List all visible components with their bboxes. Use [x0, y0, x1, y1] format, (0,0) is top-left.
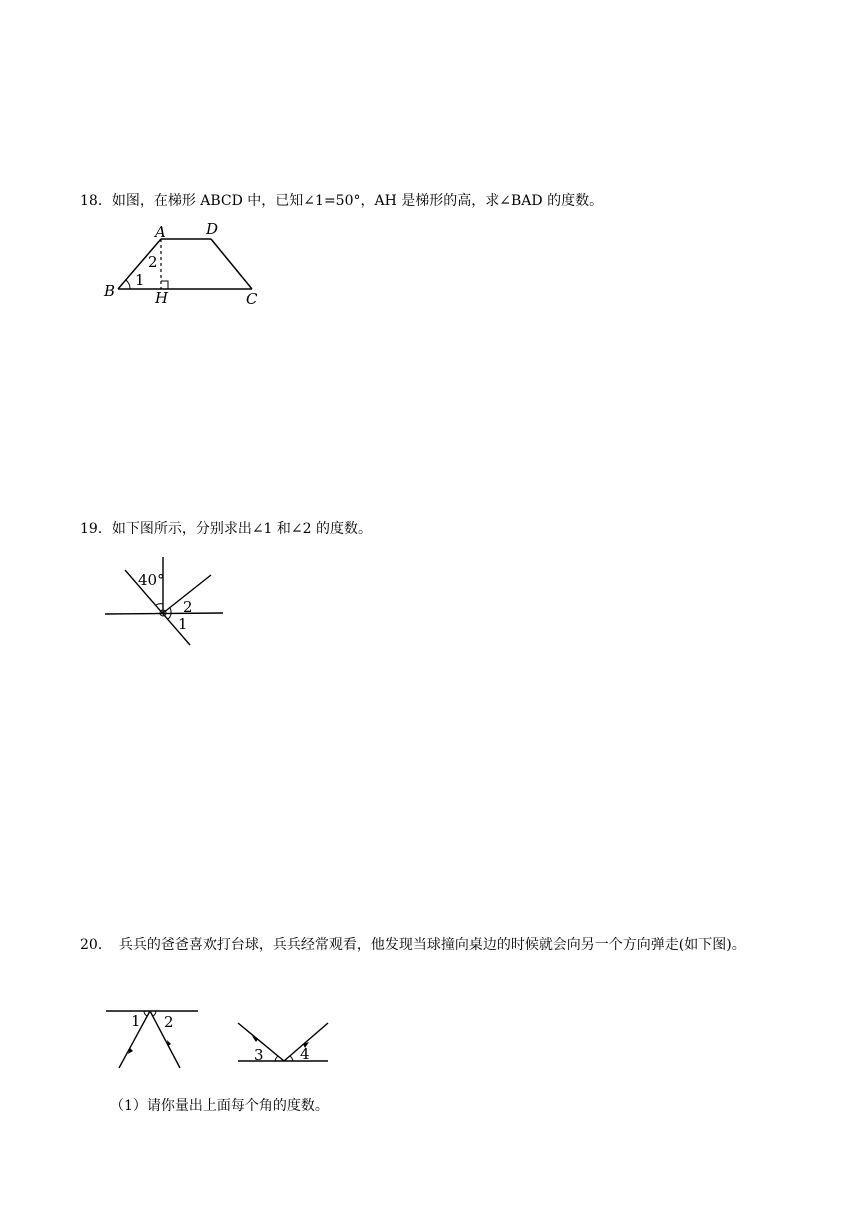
angle-3-label: 3 — [254, 1046, 264, 1064]
angle-1-label: 1 — [131, 1012, 141, 1030]
angle-2-label: 2 — [148, 253, 158, 271]
label-h: H — [155, 289, 169, 307]
label-b: B — [104, 282, 116, 300]
question-20-text: 20． 兵兵的爸爸喜欢打台球，兵兵经常观看，他发现当球撞向桌边的时候就会向另一个方向弹走(如下图)。 — [80, 937, 746, 953]
trapezoid-figure — [100, 218, 280, 308]
question-20-part-1: （1）请你量出上面每个角的度数。 — [110, 1098, 329, 1114]
angle-2-label: 2 — [164, 1013, 174, 1031]
label-d: D — [206, 220, 219, 238]
angle-1-label: 1 — [135, 271, 145, 289]
angle-2-label: 2 — [183, 598, 193, 616]
angle-1-label: 1 — [178, 615, 188, 633]
angle-40-label: 40° — [138, 571, 165, 589]
label-c: C — [246, 290, 258, 308]
angle-4-label: 4 — [300, 1045, 310, 1063]
question-18-text: 18．如图，在梯形 ABCD 中，已知∠1=50°，AH 是梯形的高，求∠BAD 的度数。 — [80, 193, 604, 209]
billiard-bounce-figure-left — [100, 1002, 210, 1077]
billiard-bounce-figure-right — [230, 1014, 340, 1069]
intersecting-lines-figure — [100, 552, 230, 652]
question-19-text: 19．如下图所示，分别求出∠1 和∠2 的度数。 — [80, 521, 372, 537]
label-a: A — [155, 223, 166, 241]
